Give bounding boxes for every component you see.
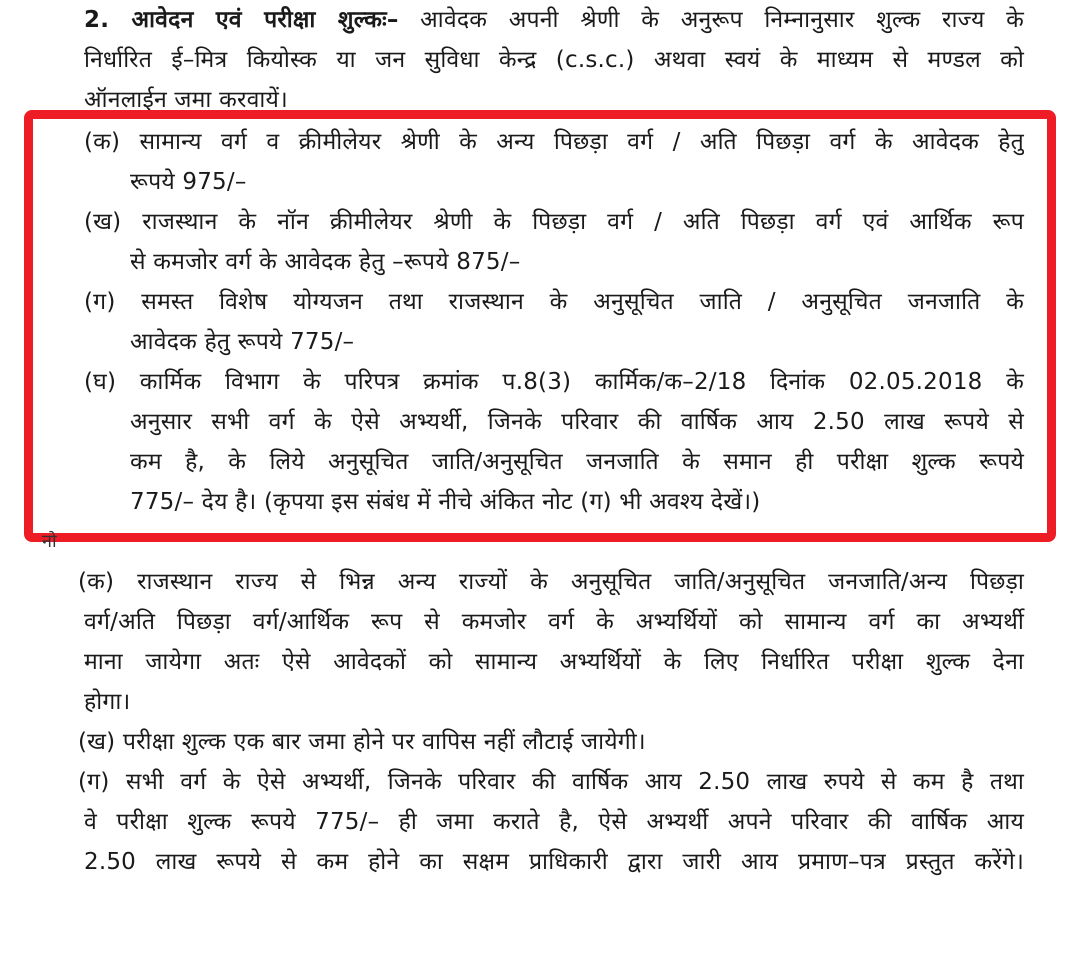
section-intro-line-2: निर्धारित ई–मित्र कियोस्क या जन सुविधा केन्द्र (c.s.c.) अथवा स्वयं के माध्यम से मण्डल को: [84, 47, 1024, 73]
note-ka-line-2: वर्ग/अति पिछड़ा वर्ग/आर्थिक रूप से कमजोर वर्ग के अभ्यर्थियों को सामान्य वर्ग का अभ्यर्थी: [84, 609, 1024, 635]
note-ga-line-1: (ग) सभी वर्ग के ऐसे अभ्यर्थी, जिनके परिवार की वार्षिक आय 2.50 लाख रुपये से कम है तथा: [78, 769, 1024, 795]
fee-item-gha-line-1: (घ) कार्मिक विभाग के परिपत्र क्रमांक प.8(3) कार्मिक/क–2/18 दिनांक 02.05.2018 के: [84, 369, 1024, 395]
note-kha-line-1: (ख) परीक्षा शुल्क एक बार जमा होने पर वापिस नहीं लौटाई जायेगी।: [78, 729, 646, 755]
intro-text-1: आवेदक अपनी श्रेणी के अनुरूप निम्नानुसार शुल्क राज्य के: [420, 7, 1024, 33]
fee-item-gha-line-3: कम है, के लिये अनुसूचित जाति/अनुसूचित जनजाति के समान ही परीक्षा शुल्क रूपये: [130, 449, 1024, 475]
fee-item-ka-line-1: (क) सामान्य वर्ग व क्रीमीलेयर श्रेणी के अन्य पिछड़ा वर्ग / अति पिछड़ा वर्ग के आवेदक हेतु: [84, 129, 1024, 155]
fee-item-ga-line-1: (ग) समस्त विशेष योग्यजन तथा राजस्थान के अनुसूचित जाति / अनुसूचित जनजाति के: [84, 289, 1024, 315]
note-ga-line-3: 2.50 लाख रूपये से कम होने का सक्षम प्राधिकारी द्वारा जारी आय प्रमाण–पत्र प्रस्तुत करेंगे।: [84, 849, 1024, 875]
fee-item-kha-line-2: से कमजोर वर्ग के आवेदक हेतु –रूपये 875/–: [130, 249, 521, 275]
section-intro-line-3: ऑनलाईन जमा करवायें।: [84, 87, 288, 113]
fee-item-kha-line-1: (ख) राजस्थान के नॉन क्रीमीलेयर श्रेणी के पिछड़ा वर्ग / अति पिछड़ा वर्ग एवं आर्थिक रूप: [84, 209, 1024, 235]
note-ka-line-4: होगा।: [84, 689, 131, 715]
notes-label-fragment: नो: [42, 531, 57, 552]
note-ka-line-3: माना जायेगा अतः ऐसे आवेदकों को सामान्य अभ्यर्थियों के लिए निर्धारित परीक्षा शुल्क देना: [84, 649, 1024, 675]
note-ga-line-2: वे परीक्षा शुल्क रूपये 775/– ही जमा कराते है, ऐसे अभ्यर्थी अपने परिवार की वार्षिक आय: [84, 809, 1024, 835]
note-ka-line-1: (क) राजस्थान राज्य से भिन्न अन्य राज्यों के अनुसूचित जाति/अनुसूचित जनजाति/अन्य पिछड़ा: [78, 569, 1024, 595]
section-heading: 2. आवेदन एवं परीक्षा शुल्कः–: [84, 7, 399, 33]
fee-item-ka-line-2: रूपये 975/–: [130, 169, 247, 195]
fee-item-ga-line-2: आवेदक हेतु रूपये 775/–: [130, 329, 355, 355]
section-intro-line-1: [84, 0, 1024, 40]
fee-item-gha-line-2: अनुसार सभी वर्ग के ऐसे अभ्यर्थी, जिनके परिवार की वार्षिक आय 2.50 लाख रूपये से: [130, 409, 1024, 435]
fee-item-gha-line-4: 775/– देय है। (कृपया इस संबंध में नीचे अंकित नोट (ग) भी अवश्य देखें।): [130, 489, 761, 515]
